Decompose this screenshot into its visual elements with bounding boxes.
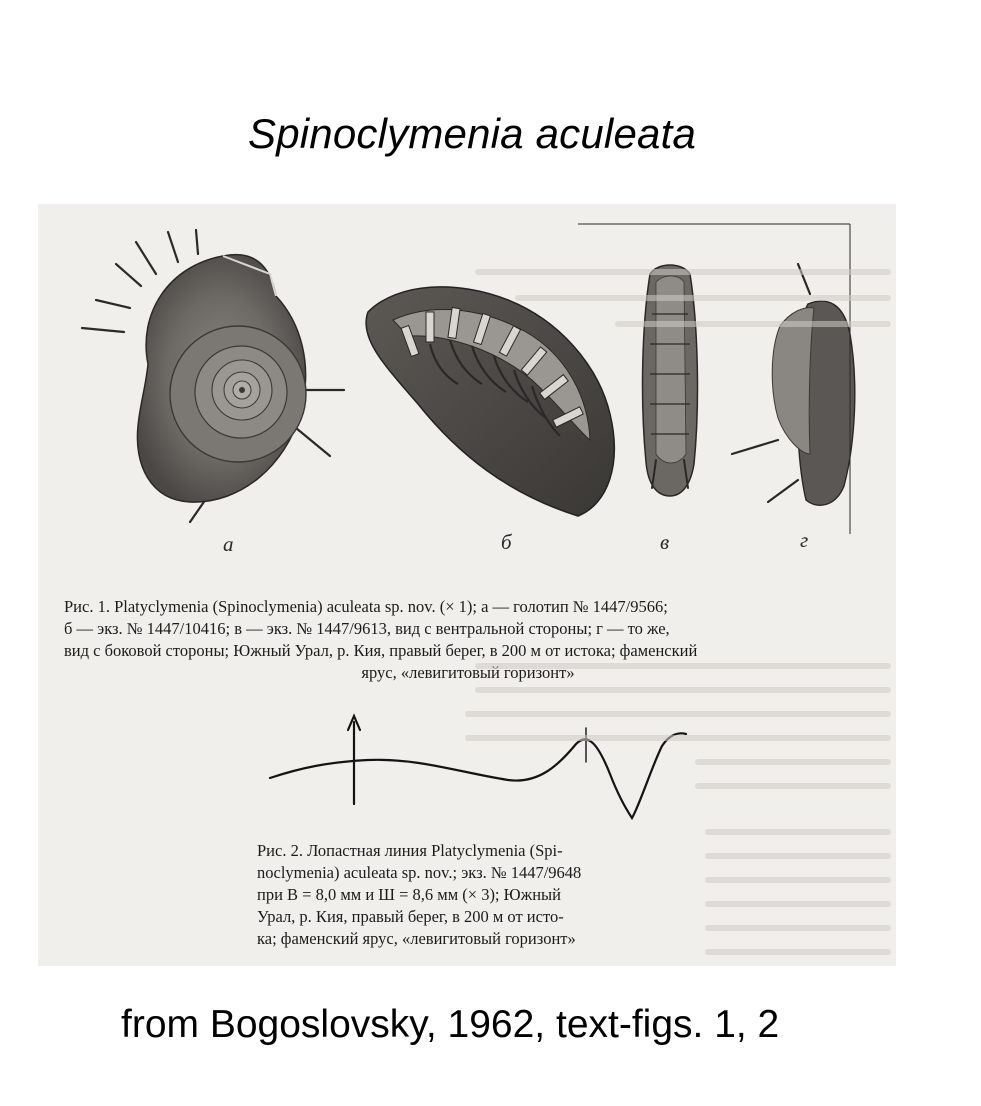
- panel-letter-g: г: [800, 528, 809, 552]
- figure-1-caption: [64, 596, 872, 684]
- figure-2-caption: [257, 840, 689, 950]
- caption-1-line-4: ярус, «левигитовый горизонт»: [361, 663, 575, 682]
- panel-letter-b: б: [501, 530, 512, 554]
- scanned-figure-page: [38, 204, 896, 966]
- caption-2-line-2: noclymenia) aculeata sp. nov.; экз. № 1447/9648: [257, 863, 582, 882]
- source-credit: from Bogoslovsky, 1962, text-figs. 1, 2: [121, 1003, 780, 1046]
- page-title: Spinoclymenia aculeata: [248, 110, 697, 157]
- specimen-b-section: [366, 287, 614, 516]
- specimen-a-shell: [82, 230, 344, 522]
- caption-1-line-2: б — экз. № 1447/10416; в — экз. № 1447/9613, вид с вентральной стороны; г — то же,: [64, 619, 670, 638]
- specimen-v-ventral: [643, 265, 698, 496]
- caption-1-line-3: вид с боковой стороны; Южный Урал, р. Кия, правый берег, в 200 м от истока; фаменский: [64, 641, 698, 660]
- caption-1-line-1: Рис. 1. Platyclymenia (Spinoclymenia) aculeata sp. nov. (× 1); а — голотип № 1447/9566;: [64, 597, 668, 616]
- panel-letter-v: в: [660, 530, 670, 554]
- specimen-g-lateral: [732, 264, 855, 505]
- caption-2-line-4: Урал, р. Кия, правый берег, в 200 м от исто-: [257, 907, 564, 926]
- caption-2-line-3: при В = 8,0 мм и Ш = 8,6 мм (× 3); Южный: [257, 885, 561, 904]
- suture-line-diagram: [38, 704, 896, 844]
- suture-line: [270, 733, 686, 818]
- panel-letter-a: а: [223, 532, 234, 556]
- caption-2-line-1: Рис. 2. Лопастная линия Platyclymenia (Spi-: [257, 841, 563, 860]
- caption-2-line-5: ка; фаменский ярус, «левигитовый горизонт»: [257, 929, 576, 948]
- specimen-illustrations: [38, 204, 896, 544]
